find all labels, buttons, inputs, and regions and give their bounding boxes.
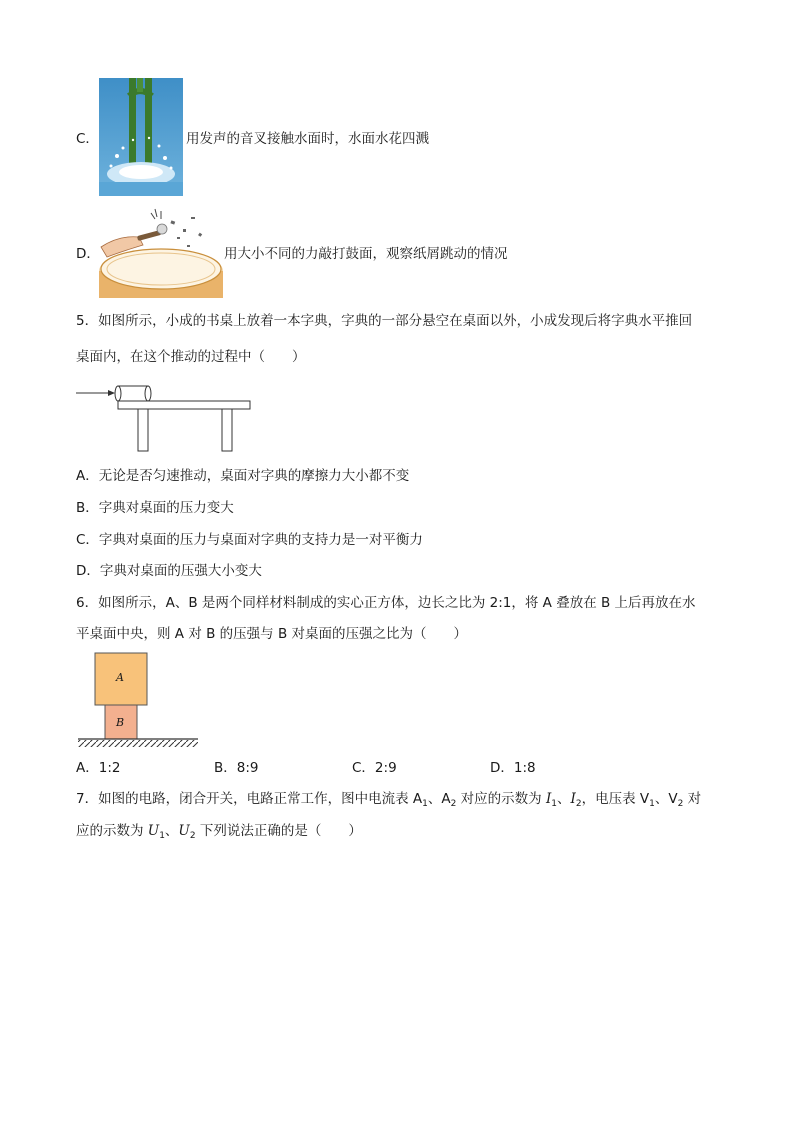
block-a-label: A xyxy=(116,671,124,684)
block-b-label: B xyxy=(116,716,125,729)
q5-option-c: C．字典对桌面的压力与桌面对字典的支持力是一对平衡力 xyxy=(76,532,423,548)
drum-paper-scraps-image xyxy=(99,207,223,298)
book-on-desk-diagram xyxy=(74,378,254,454)
q4-option-c-letter: C． xyxy=(76,131,99,147)
q7-stem-line2: 应的示数为 $U_1$、$U_2$ 下列说法正确的是（ ） xyxy=(76,823,362,841)
q5-stem-line1: 5．如图所示，小成的书桌上放着一本字典，字典的一部分悬空在桌面以外，小成发现后将字典水平推回 xyxy=(76,313,693,329)
q4-option-d-text: 用大小不同的力敲打鼓面，观察纸屑跳动的情况 xyxy=(224,246,508,262)
q5-option-d: D．字典对桌面的压强大小变大 xyxy=(76,563,262,579)
q6-option-d: D．1:8 xyxy=(490,760,536,776)
q7-stem-line1: 7．如图的电路，闭合开关，电路正常工作，图中电流表 $A_1$、$A_2$ 对应的示数为 $I_1$、$I_2$，电压表 $V_1$、$V_2$ 对 xyxy=(76,791,702,809)
q6-stem-line2: 平桌面中央，则 A 对 B 的压强与 B 对桌面的压强之比为（ ） xyxy=(76,626,468,642)
tuning-fork-water-image xyxy=(99,78,183,196)
q6-option-c: C．2:9 xyxy=(352,760,397,776)
q4-option-d-letter: D． xyxy=(76,246,100,262)
q4-option-c-text: 用发声的音叉接触水面时，水面水花四溅 xyxy=(186,131,429,147)
q5-stem-line2: 桌面内，在这个推动的过程中（ ） xyxy=(76,349,306,365)
stacked-blocks-diagram xyxy=(78,652,200,748)
q5-option-a: A．无论是否匀速推动，桌面对字典的摩擦力大小都不变 xyxy=(76,468,410,484)
q6-option-a: A．1:2 xyxy=(76,760,121,776)
q6-stem-line1: 6．如图所示，A、B 是两个同样材料制成的实心正方体，边长之比为 2:1，将 A 叠放在 B 上后再放在水 xyxy=(76,595,696,611)
q5-option-b: B．字典对桌面的压力变大 xyxy=(76,500,234,516)
q6-option-b: B．8:9 xyxy=(214,760,259,776)
